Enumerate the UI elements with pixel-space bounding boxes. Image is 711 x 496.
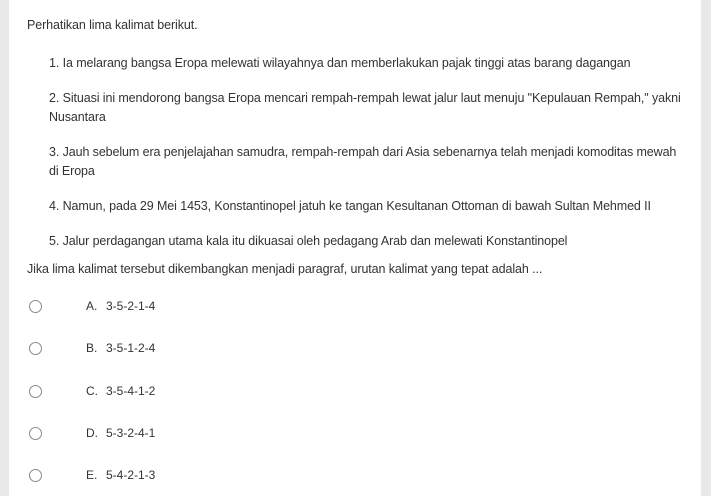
option-letter: E. [86,468,98,482]
option-letter: A. [86,299,98,313]
option-value: 5-3-2-4-1 [106,426,156,440]
option-value: 5-4-2-1-3 [106,468,156,482]
option-value: 3-5-1-2-4 [106,341,156,355]
option-b[interactable] [29,338,329,358]
radio-button-icon[interactable] [29,342,42,355]
sentence-1: 1. Ia melarang bangsa Eropa melewati wilayahnya dan memberlakukan pajak tinggi atas barang dagangan [49,56,631,70]
option-value: 3-5-4-1-2 [106,384,156,398]
sentence-list [49,54,689,267]
radio-button-icon[interactable] [29,469,42,482]
radio-button-icon[interactable] [29,300,42,313]
radio-button-icon[interactable] [29,385,42,398]
sentence-5: 5. Jalur perdagangan utama kala itu dikuasai oleh pedagang Arab dan melewati Konstantinopel [49,234,568,248]
option-letter: D. [86,426,98,440]
sentence-4: 4. Namun, pada 29 Mei 1453, Konstantinopel jatuh ke tangan Kesultanan Ottoman di bawah Sultan Mehmed II [49,199,651,213]
option-letter: C. [86,384,98,398]
sentence-3: 3. Jauh sebelum era penjelajahan samudra, rempah-rempah dari Asia sebenarnya telah menjadi komoditas mewah di Eropa [49,145,677,178]
question-text: Jika lima kalimat tersebut dikembangkan menjadi paragraf, urutan kalimat yang tepat adalah ... [27,262,543,276]
sentence-2: 2. Situasi ini mendorong bangsa Eropa mencari rempah-rempah lewat jalur laut menuju "Kepulauan Rempah," yakni Nusantara [49,91,681,124]
option-e[interactable] [29,465,329,485]
option-letter: B. [86,341,98,355]
option-c[interactable] [29,381,329,401]
radio-button-icon[interactable] [29,427,42,440]
intro-text: Perhatikan lima kalimat berikut. [27,18,198,32]
option-d[interactable] [29,423,329,443]
question-card [9,0,701,496]
option-value: 3-5-2-1-4 [106,299,156,313]
option-a[interactable] [29,296,329,316]
